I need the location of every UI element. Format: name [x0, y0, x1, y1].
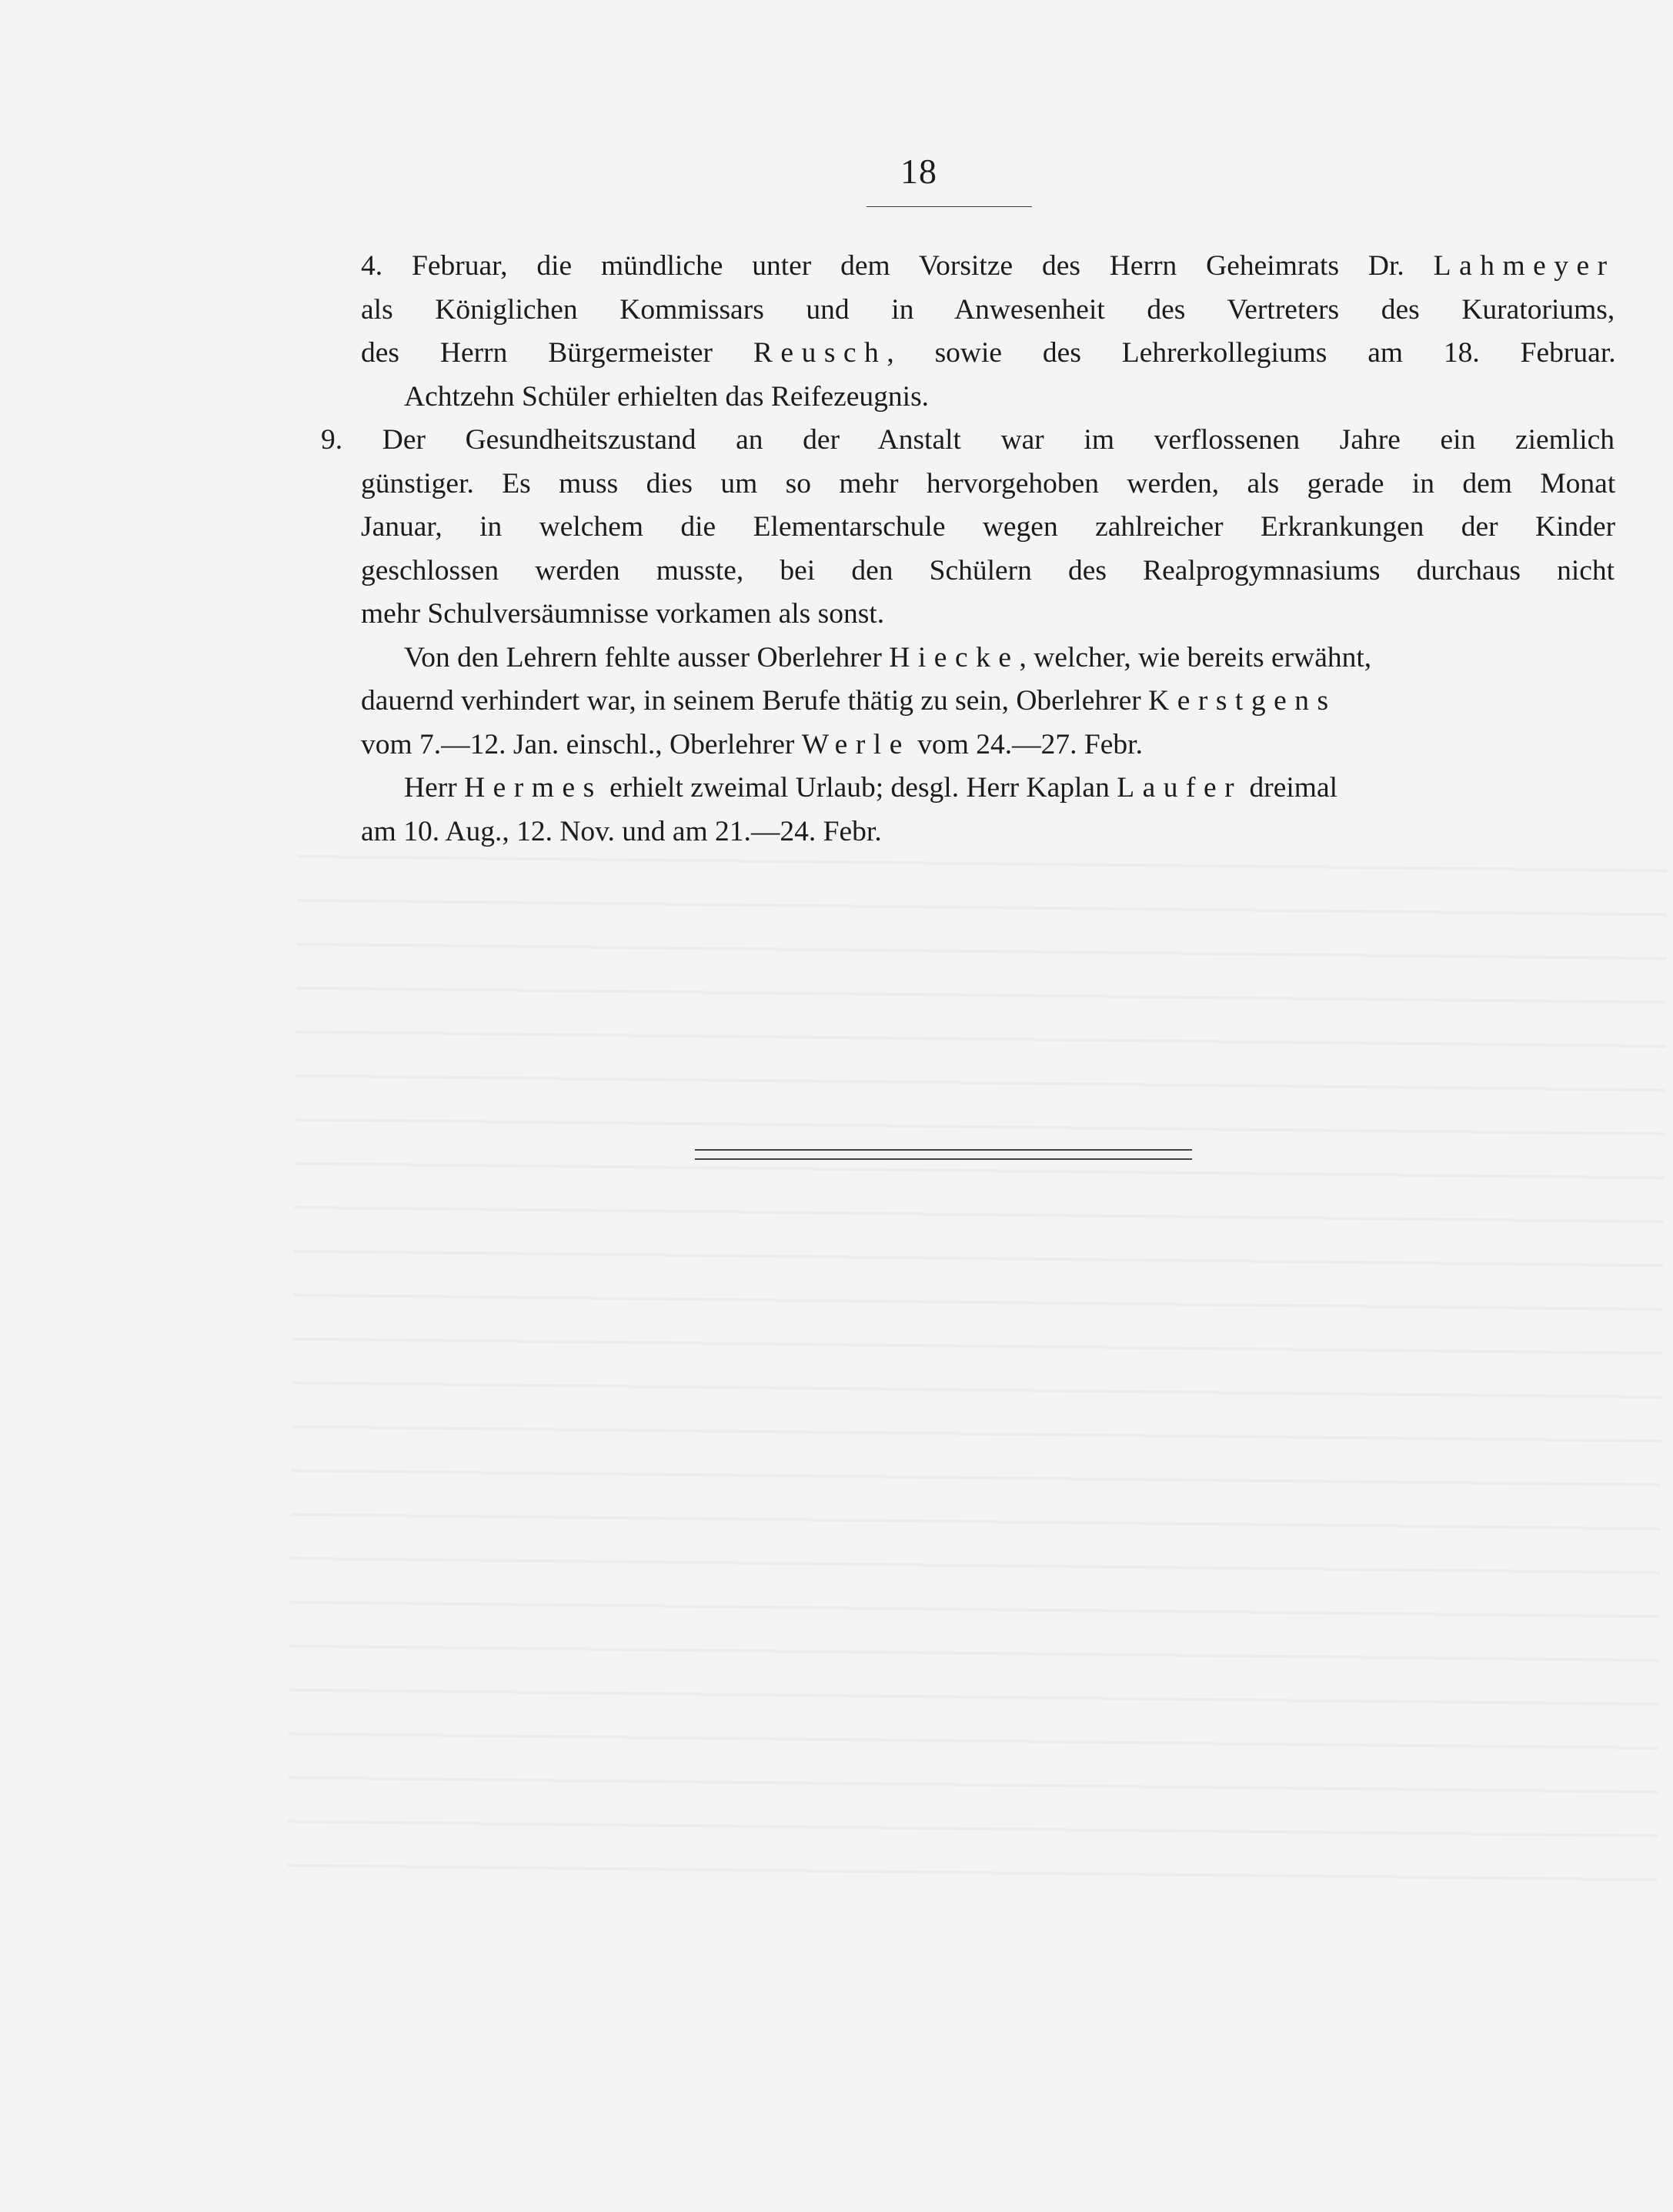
text-line: [361, 332, 1616, 376]
section-end-double-rule: [695, 1149, 1192, 1160]
text-line: [321, 419, 1616, 463]
text-line: [361, 245, 1616, 289]
text-run: geschlossen werden musste, bei den Schülern des Realprogymnasiums durchaus nicht: [361, 554, 1615, 586]
text-run: erhielt zweimal Urlaub; desgl. Herr Kaplan: [602, 772, 1117, 804]
text-line: [361, 593, 1616, 637]
text-line: [361, 810, 1616, 854]
page-number: 18: [900, 152, 937, 191]
text-run: 4. Februar, die mündliche unter dem Vorsitze des Herrn Geheimrats Dr.: [361, 250, 1434, 282]
text-run: günstiger. Es muss dies um so mehr hervorgehoben werden, als gerade in dem Monat: [361, 467, 1616, 500]
text-line: [361, 376, 1616, 419]
text-run: Januar, in welchem die Elementarschule wegen zahlreicher Erkrankungen der Kinder: [361, 511, 1616, 543]
list-number: 9.: [321, 424, 343, 456]
text-line: [361, 637, 1616, 680]
text-run: vom 7.—12. Jan. einschl., Oberlehrer: [361, 728, 802, 760]
text-run: , welcher, wie bereits erwähnt,: [1019, 641, 1372, 673]
body-text: [321, 245, 1616, 854]
spaced-name-laufer: Laufer: [1117, 772, 1243, 804]
text-run: vom 24.—27. Febr.: [910, 728, 1143, 760]
text-line: [361, 289, 1616, 332]
spaced-name-reusch: Reusch: [753, 337, 887, 369]
text-run: , sowie des Lehrerkollegiums am 18. Februar.: [887, 337, 1616, 369]
text-line: [361, 723, 1616, 767]
spaced-name-hiecke: Hiecke: [889, 641, 1020, 673]
text-run: Der Gesundheitszustand an der Anstalt war im verflossenen Jahre ein ziemlich: [382, 424, 1615, 456]
text-run: dreimal: [1242, 772, 1338, 804]
text-line: [361, 463, 1616, 506]
page-number-rule: [867, 206, 1032, 207]
spaced-name-werle: Werle: [801, 728, 910, 760]
text-segment: [361, 250, 1615, 282]
spaced-name-hermes: Hermes: [464, 772, 603, 804]
text-line: [361, 506, 1616, 550]
show-through-texture: [287, 824, 1668, 1916]
text-run: als Königlichen Kommissars und in Anwesenheit des Vertreters des Kuratoriums,: [361, 293, 1615, 326]
text-line: [361, 767, 1616, 810]
text-segment: [321, 424, 1615, 456]
spaced-name-kerstgens: Kerstgens: [1148, 685, 1337, 717]
text-run: dauernd verhindert war, in seinem Berufe thätig zu sein, Oberlehrer: [361, 685, 1149, 717]
text-run: am 10. Aug., 12. Nov. und am 21.—24. Febr.: [361, 815, 882, 847]
text-segment: [361, 337, 1616, 369]
spaced-name-lahmeyer: Lahmeyer: [1433, 250, 1615, 282]
text-run: Von den Lehrern fehlte ausser Oberlehrer: [404, 641, 890, 673]
text-run: Achtzehn Schüler erhielten das Reifezeugnis.: [404, 380, 930, 413]
text-run: des Herrn Bürgermeister: [361, 337, 753, 369]
text-line: [361, 680, 1616, 723]
text-run: mehr Schulversäumnisse vorkamen als sonst.: [361, 598, 885, 630]
text-run: Herr: [404, 772, 465, 804]
text-line: [361, 550, 1616, 593]
